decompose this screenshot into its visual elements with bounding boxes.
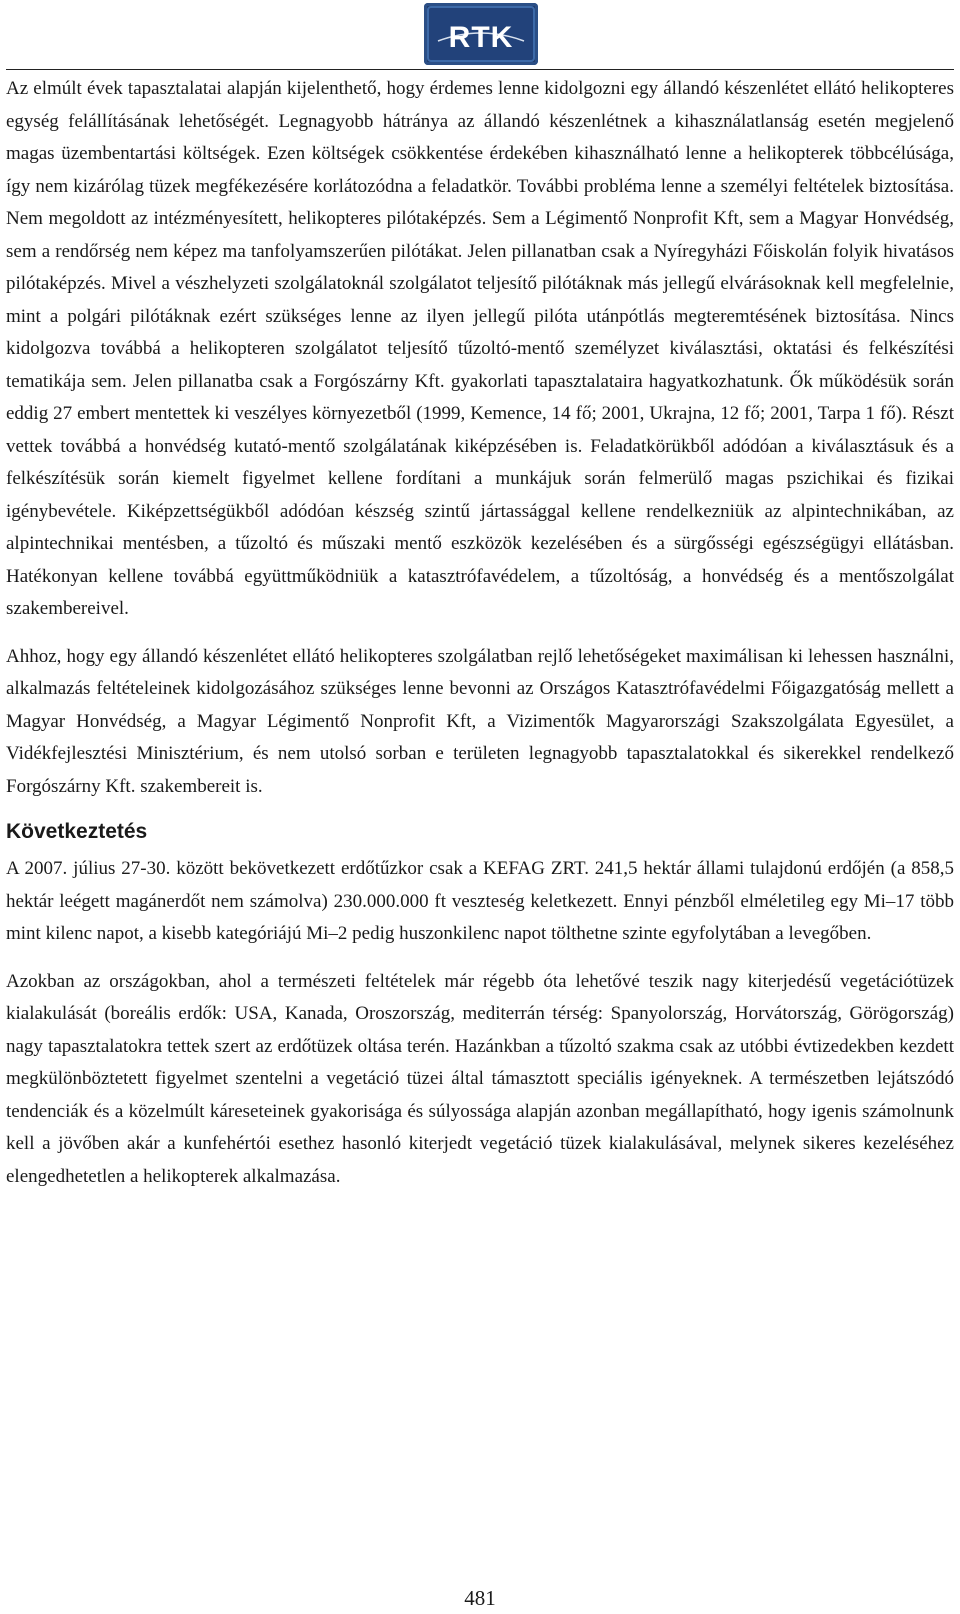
section-heading: Következtetés: [6, 820, 148, 843]
body-paragraph: Ahhoz, hogy egy állandó készenlétet ellátó helikopteres szolgálatban rejlő lehetőségeket maximálisan ki lehessen használni, alkalmazás feltételeinek kidolgozásához szükséges lenne bevonni az Országos Katasztrófavédelmi Főigazgatóság mellett a Magyar Honvédség, a Magyar Légimentő Nonprofit Kft, a Vizimentők Magyarországi Szakszolgálata Egyesület, a Vidékfejlesztési Minisztérium, és nem utolsó sorban e területen legnagyobb tapasztalatokkal és sikerekkel rendelkező Forgószárny Kft. szakembereit is.: [6, 645, 954, 797]
body-paragraph: Az elmúlt évek tapasztalatai alapján kijelenthető, hogy érdemes lenne kidolgozni egy állandó készenlétet ellátó helikopteres egység felállításának lehetőségét. Legnagyobb hátránya az állandó készenlétnek a kihasználatlanság esetén megjelenő magas üzembentartási költségek. Ezen költségek csökkentése érdekében kihasználható lenne a helikopterek többcélúsága, így nem kizárólag tüzek megfékezésére korlátozódna a feladatkör. További probléma lenne a személyi feltételek biztosítása. Nem megoldott az intézményesített, helikopteres pilótaképzés. Sem a Légimentő Nonprofit Kft, sem a Magyar Honvédség, sem a rendőrség nem képez ma tanfolyamszerűen pilótákat. Jelen pillanatban csak a Nyíregyházi Főiskolán folyik hivatásos pilótaképzés. Mivel a vészhelyzeti szolgálatoknál szolgálatot teljesítő pilótáknak más jellegű elvárásoknak kell megfelelnie, mint a polgári pilótáknak ezért szükséges lenne az ilyen jellegű pilóta utánpótlás megteremtésének biztosítása. Nincs kidolgozva továbbá a helikopteren szolgálatot teljesítő tűzoltó-mentő személyzet kiválasztási, oktatási és felkészítési tematikája sem. Jelen pillanatba csak a Forgószárny Kft. gyakorlati tapasztalataira hagyatkozhatunk. Ők működésük során eddig 27 embert mentettek ki veszélyes környezetből (1999, Kemence, 14 fő; 2001, Ukrajna, 12 fő; 2001, Tarpa 1 fő). Részt vettek továbbá a honvédség kutató-mentő szolgálatának kiképzésében is. Feladatkörükből adódóan a kiválasztásuk és a felkészítésük során kiemelt figyelmet kellene fordítani a munkájuk során felmerülő magas pszichikai és fizikai igénybevétele. Kiképzettségükből adódóan készség szintű jártassággal kellene rendelkezniük az alpintechnikában, az alpintechnikai mentésben, a tűzoltó és műszaki mentő eszközök kezelésében és a sürgősségi egészségügyi ellátásban. Hatékonyan kellene továbbá együttműködniük a katasztrófavédelem, a tűzoltóság, a honvédség és a mentőszolgálat szakembereivel.: [6, 78, 954, 619]
logo-text: RTK: [448, 21, 514, 54]
document-body: [6, 73, 954, 1193]
header-divider: [6, 69, 954, 70]
page-number: 481: [464, 1586, 496, 1610]
conclusion-paragraph: Azokban az országokban, ahol a természeti feltételek már régebb óta lehetővé teszik nagy kiterjedésű vegetációtüzek kialakulását (boreális erdők: USA, Kanada, Oroszország, mediterrán térség: Spanyolország, Horvátország, Görögország) nagy tapasztalatokra tettek szert az erdőtüzek oltása terén. Hazánkban a tűzoltó szakma csak az utóbbi évtizedekben kezdett megkülönböztetett figyelmet szentelni a vegetáció tüzei által támasztott speciális igényeknek. A természetben lejátszódó tendenciák és a közelmúlt káreseteinek gyakorisága és súlyossága alapján azonban megállapítható, hogy igenis számolnunk kell a jövőben akár a kunfehértói esethez hasonló kiterjedt vegetáció tüzek kialakulásával, melynek sikeres kezeléséhez elengedhetetlen a helikopterek alkalmazása.: [6, 970, 954, 1187]
rtk-logo: [424, 3, 538, 65]
rtk-logo-icon: [424, 3, 538, 65]
conclusion-paragraph: A 2007. július 27-30. között bekövetkezett erdőtűzkor csak a KEFAG ZRT. 241,5 hektár állami tulajdonú erdőjén (a 858,5 hektár leégett magánerdőt nem számolva) 230.000.000 ft veszteség keletkezett. Ennyi pénzből elméletileg egy Mi–17 több mint kilenc napot, a kisebb kategóriájú Mi–2 pedig huszonkilenc napot tölthetne szinte egyfolytában a levegőben.: [6, 858, 954, 944]
